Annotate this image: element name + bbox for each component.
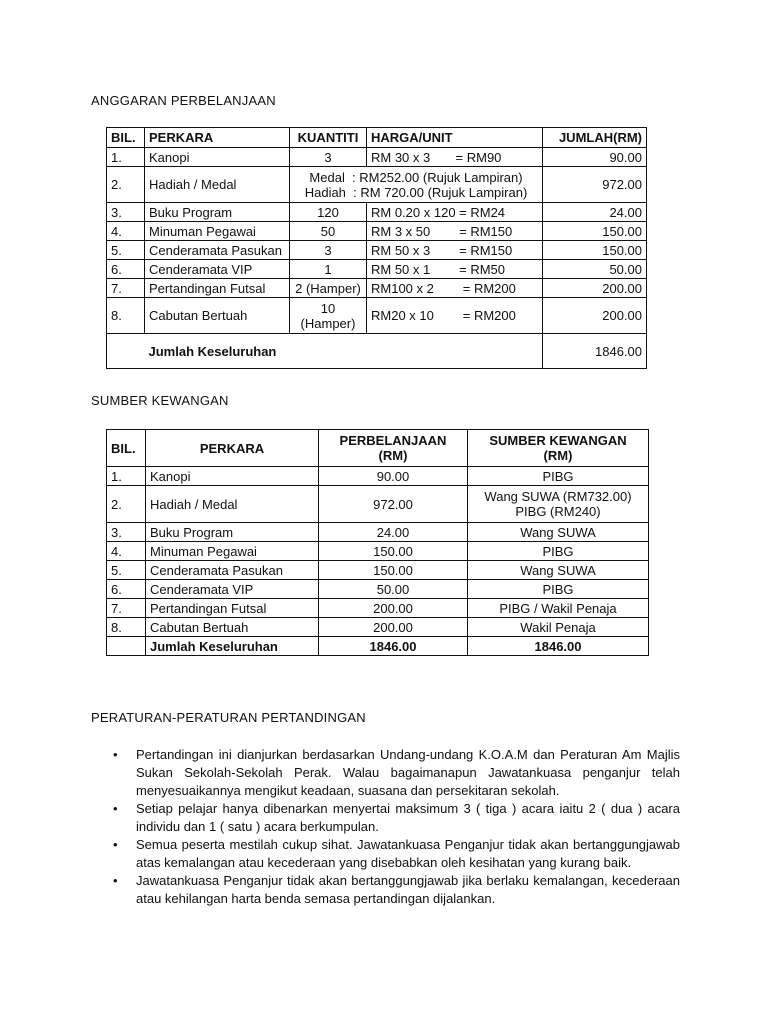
cell-bil: 2. [107, 167, 145, 203]
cell-bil: 8. [107, 298, 145, 334]
table-row [107, 542, 649, 561]
cell-perkara: Kanopi [146, 467, 319, 486]
sumber-line-2: PIBG (RM240) [515, 504, 601, 519]
cell-perkara: Cenderamata Pasukan [146, 561, 319, 580]
table-row [107, 222, 647, 241]
cell-kuantiti: 3 [290, 241, 367, 260]
table-row [107, 580, 649, 599]
total-row [107, 334, 647, 369]
table-row [107, 148, 647, 167]
table-row [107, 599, 649, 618]
harga-line-hadiah: Hadiah : RM 720.00 (Rujuk Lampiran) [304, 184, 528, 200]
header-perbelanjaan [319, 430, 468, 467]
cell-bil: 2. [107, 486, 146, 523]
cell-sumber: PIBG [468, 542, 649, 561]
cell-sumber [468, 486, 649, 523]
sumber-table [106, 429, 649, 656]
cell-harga: RM 0.20 x 120 = RM24 [367, 203, 543, 222]
table-header-row [107, 128, 647, 148]
table-row [107, 241, 647, 260]
cell-harga: RM 50 x 1 = RM50 [367, 260, 543, 279]
cell-bil-empty [107, 334, 145, 369]
cell-kuantiti: 50 [290, 222, 367, 241]
cell-jumlah: 50.00 [543, 260, 647, 279]
header-perbelanjaan-line-1: PERBELANJAAN [339, 433, 447, 448]
table-row [107, 523, 649, 542]
cell-bil: 1. [107, 148, 145, 167]
cell-sumber: Wakil Penaja [468, 618, 649, 637]
header-sumber [468, 430, 649, 467]
cell-perbelanjaan: 200.00 [319, 599, 468, 618]
list-item [110, 836, 680, 872]
cell-sumber: PIBG [468, 467, 649, 486]
cell-harga: RM 50 x 3 = RM150 [367, 241, 543, 260]
cell-perkara: Hadiah / Medal [145, 167, 290, 203]
total-perbelanjaan: 1846.00 [319, 637, 468, 656]
cell-bil: 6. [107, 580, 146, 599]
cell-perkara: Cenderamata VIP [146, 580, 319, 599]
cell-perkara: Pertandingan Futsal [145, 279, 290, 298]
cell-kuantiti: 120 [290, 203, 367, 222]
anggaran-table [106, 127, 647, 369]
bullet-icon: • [113, 801, 118, 816]
list-item [110, 800, 680, 836]
table-row [107, 167, 647, 203]
cell-jumlah: 972.00 [543, 167, 647, 203]
header-bil: BIL. [107, 128, 145, 148]
cell-jumlah: 200.00 [543, 279, 647, 298]
cell-perkara: Minuman Pegawai [145, 222, 290, 241]
cell-perkara: Cabutan Bertuah [146, 618, 319, 637]
cell-bil: 1. [107, 467, 146, 486]
sumber-heading: SUMBER KEWANGAN [91, 393, 229, 408]
header-kuantiti: KUANTITI [290, 128, 367, 148]
kuantiti-line-1: 10 [320, 300, 336, 316]
cell-perbelanjaan: 150.00 [319, 561, 468, 580]
header-perbelanjaan-line-2: (RM) [378, 448, 408, 463]
cell-jumlah: 90.00 [543, 148, 647, 167]
header-perkara: PERKARA [145, 128, 290, 148]
cell-bil: 4. [107, 542, 146, 561]
rule-text: Jawatankuasa Penganjur tidak akan bertanggungjawab jika berlaku kemalangan, kecederaan atau kehilangan harta benda semasa pertandingan dijalankan. [136, 873, 680, 906]
cell-perbelanjaan: 972.00 [319, 486, 468, 523]
cell-perbelanjaan: 90.00 [319, 467, 468, 486]
total-sumber: 1846.00 [468, 637, 649, 656]
rule-text: Setiap pelajar hanya dibenarkan menyertai maksimum 3 ( tiga ) acara iaitu 2 ( dua ) acara individu dan 1 ( satu ) acara berkumpulan. [136, 801, 680, 834]
cell-harga: RM 3 x 50 = RM150 [367, 222, 543, 241]
cell-jumlah: 200.00 [543, 298, 647, 334]
list-item [110, 872, 680, 908]
total-label: Jumlah Keseluruhan [145, 334, 543, 369]
rules-list [110, 746, 680, 908]
header-harga: HARGA/UNIT [367, 128, 543, 148]
cell-sumber: PIBG / Wakil Penaja [468, 599, 649, 618]
cell-jumlah: 150.00 [543, 241, 647, 260]
rule-text: Pertandingan ini dianjurkan berdasarkan Undang-undang K.O.A.M dan Peraturan Am Majlis Sukan Sekolah-Sekolah Perak. Walau bagaimanapun Jawatankuasa penganjur telah menyesuaikannya mengikut keadaan, suasana dan persekitaran sekolah. [136, 747, 680, 798]
cell-perkara: Hadiah / Medal [146, 486, 319, 523]
cell-bil: 3. [107, 523, 146, 542]
bullet-icon: • [113, 873, 118, 888]
table-header-row [107, 430, 649, 467]
table-row [107, 279, 647, 298]
table-row [107, 618, 649, 637]
cell-jumlah: 24.00 [543, 203, 647, 222]
cell-perkara: Buku Program [146, 523, 319, 542]
cell-kuantiti: 1 [290, 260, 367, 279]
cell-bil: 8. [107, 618, 146, 637]
total-row [107, 637, 649, 656]
cell-perkara: Pertandingan Futsal [146, 599, 319, 618]
list-item [110, 746, 680, 800]
cell-perbelanjaan: 24.00 [319, 523, 468, 542]
cell-sumber: Wang SUWA [468, 523, 649, 542]
rule-text: Semua peserta mestilah cukup sihat. Jawatankuasa Penganjur tidak akan bertanggungjawab atas kemalangan atau kecederaan yang disebabkan oleh kesihatan yang kurang baik. [136, 837, 680, 870]
kuantiti-line-2: (Hamper) [300, 315, 356, 331]
cell-sumber: PIBG [468, 580, 649, 599]
cell-perkara: Cabutan Bertuah [145, 298, 290, 334]
total-value: 1846.00 [543, 334, 647, 369]
cell-harga-multi [290, 167, 543, 203]
cell-perkara: Kanopi [145, 148, 290, 167]
cell-perbelanjaan: 200.00 [319, 618, 468, 637]
header-sumber-line-1: SUMBER KEWANGAN [489, 433, 627, 448]
cell-bil: 3. [107, 203, 145, 222]
bullet-icon: • [113, 837, 118, 852]
sumber-line-1: Wang SUWA (RM732.00) [484, 489, 632, 504]
cell-bil: 4. [107, 222, 145, 241]
cell-bil: 7. [107, 599, 146, 618]
table-row [107, 561, 649, 580]
cell-bil: 5. [107, 241, 145, 260]
cell-perkara: Minuman Pegawai [146, 542, 319, 561]
anggaran-heading: ANGGARAN PERBELANJAAN [91, 93, 276, 108]
cell-kuantiti: 3 [290, 148, 367, 167]
cell-perkara: Cenderamata VIP [145, 260, 290, 279]
cell-perkara: Buku Program [145, 203, 290, 222]
table-row [107, 260, 647, 279]
cell-perkara: Cenderamata Pasukan [145, 241, 290, 260]
table-row [107, 298, 647, 334]
harga-line-medal: Medal : RM252.00 (Rujuk Lampiran) [309, 169, 523, 185]
table-row [107, 467, 649, 486]
cell-kuantiti [290, 298, 367, 334]
table-row [107, 203, 647, 222]
cell-harga: RM20 x 10 = RM200 [367, 298, 543, 334]
cell-kuantiti: 2 (Hamper) [290, 279, 367, 298]
header-jumlah: JUMLAH(RM) [543, 128, 647, 148]
cell-perbelanjaan: 50.00 [319, 580, 468, 599]
cell-bil: 5. [107, 561, 146, 580]
cell-sumber: Wang SUWA [468, 561, 649, 580]
cell-perbelanjaan: 150.00 [319, 542, 468, 561]
cell-bil: 6. [107, 260, 145, 279]
peraturan-heading: PERATURAN-PERATURAN PERTANDINGAN [91, 710, 366, 725]
cell-harga: RM 30 x 3 = RM90 [367, 148, 543, 167]
table-row [107, 486, 649, 523]
cell-harga: RM100 x 2 = RM200 [367, 279, 543, 298]
cell-bil-empty [107, 637, 146, 656]
header-bil: BIL. [107, 430, 146, 467]
cell-bil: 7. [107, 279, 145, 298]
header-perkara: PERKARA [146, 430, 319, 467]
cell-jumlah: 150.00 [543, 222, 647, 241]
bullet-icon: • [113, 747, 118, 762]
header-sumber-line-2: (RM) [543, 448, 573, 463]
total-label: Jumlah Keseluruhan [146, 637, 319, 656]
